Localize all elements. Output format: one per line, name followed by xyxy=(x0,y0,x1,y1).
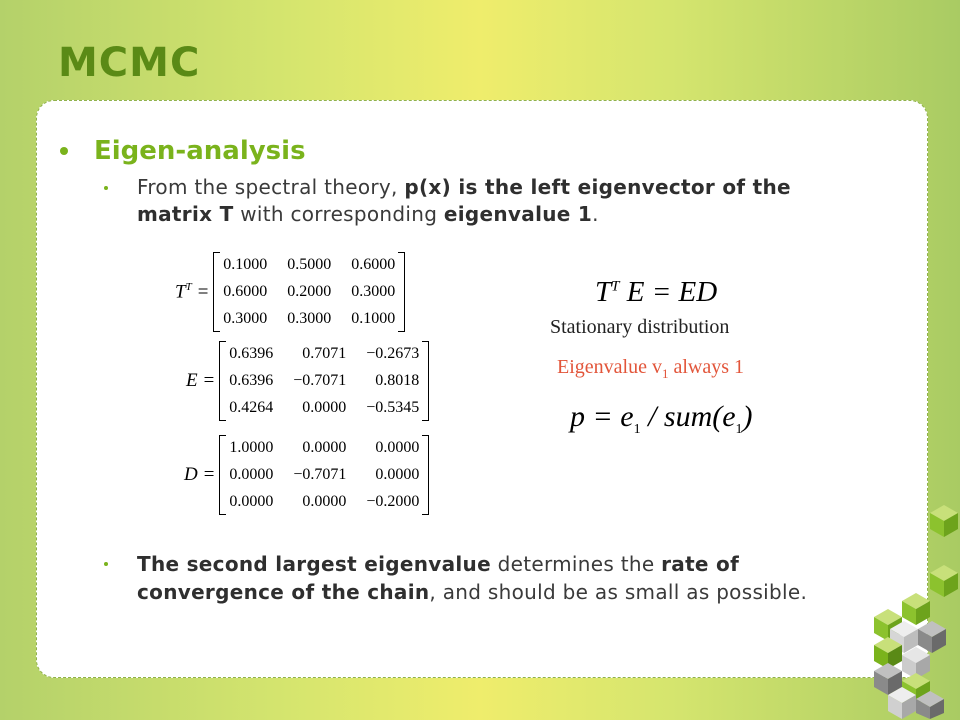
text: with corresponding xyxy=(233,202,444,226)
matrix-cell: 0.1000 xyxy=(223,256,268,273)
matrix-cell: −0.5345 xyxy=(366,399,420,416)
matrix-cell: 0.3000 xyxy=(287,310,332,327)
cube-icon xyxy=(930,565,958,597)
slide-title: MCMC xyxy=(58,40,201,86)
eigen-equation: $T^T$ E = ED xyxy=(595,276,718,308)
matrix-grid xyxy=(223,256,395,328)
matrix-cell: 1.0000 xyxy=(229,439,274,456)
bullet-dot-icon xyxy=(60,147,68,155)
text: determines the xyxy=(490,552,662,576)
bullet-dot-icon xyxy=(104,562,108,566)
matrix-cell: −0.2000 xyxy=(366,493,420,510)
bold-text: p(x) is the left eigenvector of the matrix T xyxy=(137,175,791,226)
bold-text: The second largest eigenvalue xyxy=(137,552,491,576)
stationary-distribution-label: Stationary distribution xyxy=(550,316,730,338)
matrix-cell: 0.2000 xyxy=(287,283,332,300)
bullet-dot-icon xyxy=(104,186,108,190)
normalization-equation: $p = e_1 / sum(e_1)$ xyxy=(570,400,753,437)
matrix-cell: −0.7071 xyxy=(293,466,347,483)
matrix-cell: −0.2673 xyxy=(366,345,420,362)
matrix-cell: −0.7071 xyxy=(293,372,347,389)
matrix-T-transpose xyxy=(175,252,405,332)
bullet-second-eigenvalue xyxy=(108,550,843,606)
matrix-cell: 0.7071 xyxy=(302,345,347,362)
text: , and should be as small as possible. xyxy=(429,580,808,604)
bold-text: eigenvalue 1 xyxy=(443,202,593,226)
bullet-spectral-theory xyxy=(108,174,868,228)
matrix-lhs: $T^T$ = xyxy=(175,280,210,303)
cube-icon xyxy=(930,505,958,537)
text: . xyxy=(592,202,599,226)
matrix-cell: 0.0000 xyxy=(302,399,347,416)
matrix-lhs: E = xyxy=(186,370,216,391)
matrix-cell: 0.3000 xyxy=(351,283,396,300)
matrix-cell: 0.3000 xyxy=(223,310,268,327)
matrix-cell: 0.0000 xyxy=(302,493,347,510)
heading-bullet xyxy=(60,136,306,166)
matrix-cell: 0.6396 xyxy=(229,372,274,389)
bold-text: rate of convergence of the chain xyxy=(137,552,740,604)
cube-icon xyxy=(902,593,930,625)
eigenvalue-note: Eigenvalue $v_1$ always 1 xyxy=(557,356,745,381)
matrix-cell: 0.4264 xyxy=(229,399,274,416)
matrix-cell: 0.0000 xyxy=(375,466,420,483)
matrix-cell: 0.6396 xyxy=(229,345,274,362)
matrix-E xyxy=(186,341,429,421)
matrix-cell: 0.0000 xyxy=(229,466,274,483)
matrix-cell: 0.6000 xyxy=(351,256,396,273)
matrix-D xyxy=(184,435,429,515)
section-heading: Eigen-analysis xyxy=(94,136,306,166)
decorative-cubes-icon xyxy=(860,505,960,720)
text: From the spectral theory, xyxy=(137,175,405,199)
matrix-cell: 0.0000 xyxy=(375,439,420,456)
matrix-cell: 0.1000 xyxy=(351,310,396,327)
matrix-lhs: D = xyxy=(184,464,216,485)
matrix-cell: 0.8018 xyxy=(375,372,420,389)
matrix-cell: 0.5000 xyxy=(287,256,332,273)
matrix-grid xyxy=(229,345,419,417)
matrix-cell: 0.0000 xyxy=(302,439,347,456)
matrix-cell: 0.6000 xyxy=(223,283,268,300)
cube-icon xyxy=(918,621,946,653)
matrix-grid xyxy=(229,439,419,511)
matrix-cell: 0.0000 xyxy=(229,493,274,510)
